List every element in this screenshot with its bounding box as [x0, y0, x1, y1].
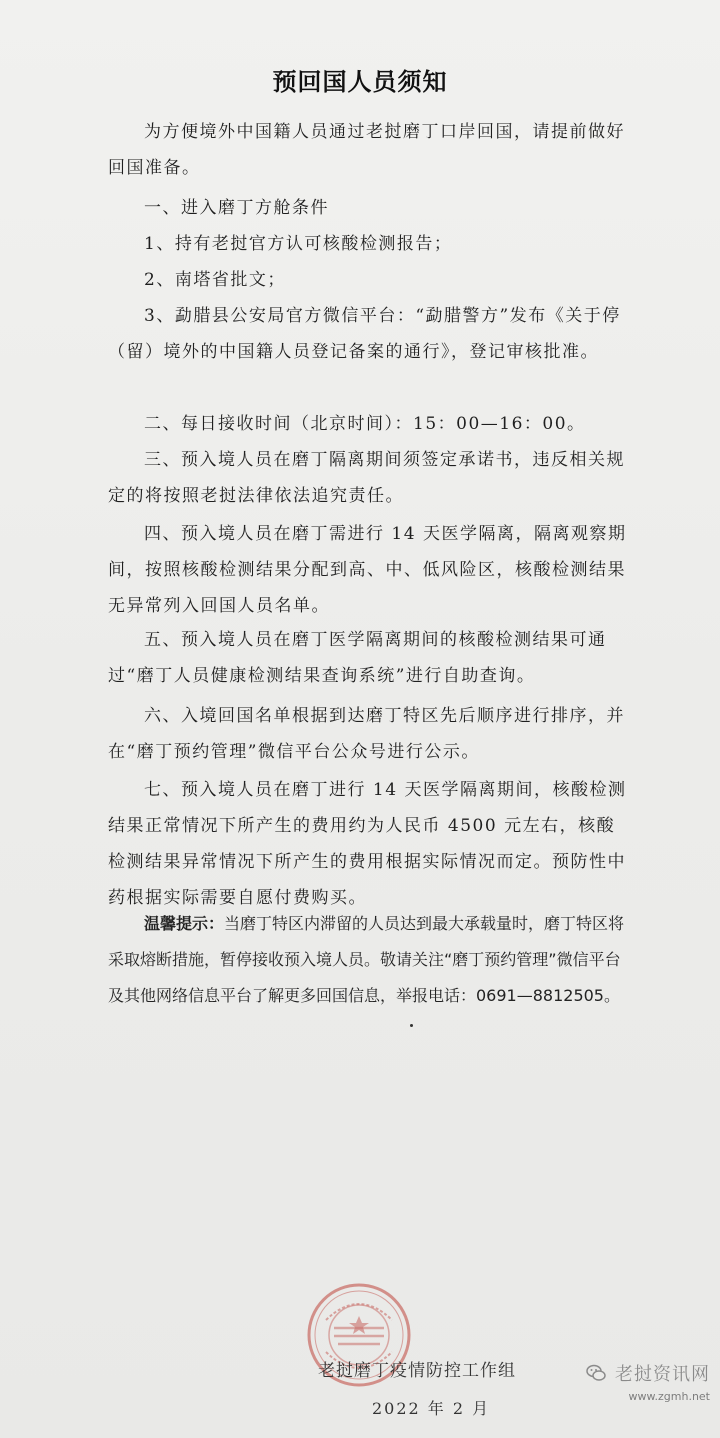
- paragraph-intro: 为方便境外中国籍人员通过老挝磨丁口岸回国，请提前做好回国准备。: [108, 122, 625, 178]
- paragraph-section-7: 七、预入境人员在磨丁进行 14 天医学隔离期间，核酸检测结果正常情况下所产生的费用约为人民币 4500 元左右，核酸检测结果异常情况下所产生的费用根据实际情况而定。预防性中药根据实际需要自愿付费购买。: [108, 780, 627, 908]
- list-item: 1、持有老挝官方认可核酸检测报告；: [144, 234, 453, 254]
- paragraph-section-5: 五、预入境人员在磨丁医学隔离期间的核酸检测结果可通过“磨丁人员健康检测结果查询系统”进行自助查询。: [108, 630, 607, 686]
- signer-name: 老挝磨丁疫情防控工作组: [318, 1361, 516, 1381]
- notice-text: 当磨丁特区内滞留的人员达到最大承载量时，磨丁特区将采取熔断措施，暂停接收预入境人员。敬请关注“磨丁预约管理”微信平台及其他网络信息平台了解更多回国信息，举报电话：0691—8812505。: [108, 914, 625, 1005]
- paragraph-section-4: 四、预入境人员在磨丁需进行 14 天医学隔离，隔离观察期间，按照核酸检测结果分配到高、中、低风险区，核酸检测结果无异常列入回国人员名单。: [108, 524, 627, 616]
- notice-block: [108, 906, 628, 1014]
- notice-prefix: 温馨提示：: [144, 914, 225, 933]
- watermark-url: www.zgmh.net: [628, 1390, 710, 1403]
- paragraph-section-6: 六、入境回国名单根据到达磨丁特区先后顺序进行排序，并在“磨丁预约管理”微信平台公众号进行公示。: [108, 706, 625, 762]
- watermark-name: 老挝资讯网: [615, 1364, 710, 1385]
- document-date: 2022 年 2 月: [372, 1399, 491, 1418]
- ink-dot: [410, 1024, 413, 1027]
- paragraph-section-2: 二、每日接收时间（北京时间）：15：00—16：00。: [144, 414, 586, 434]
- wechat-icon: [586, 1363, 606, 1383]
- watermark: [586, 1360, 710, 1403]
- paragraph-section-3: 三、预入境人员在磨丁隔离期间须签定承诺书，违反相关规定的将按照老挝法律依法追究责任。: [108, 450, 625, 506]
- section-heading-1: 一、进入磨丁方舱条件: [144, 198, 329, 218]
- list-item: 3、勐腊县公安局官方微信平台：“勐腊警方”发布《关于停（留）境外的中国籍人员登记备案的通行》，登记审核批准。: [108, 306, 621, 362]
- page-title: 预回国人员须知: [272, 68, 448, 96]
- list-item: 2、南塔省批文；: [144, 270, 286, 290]
